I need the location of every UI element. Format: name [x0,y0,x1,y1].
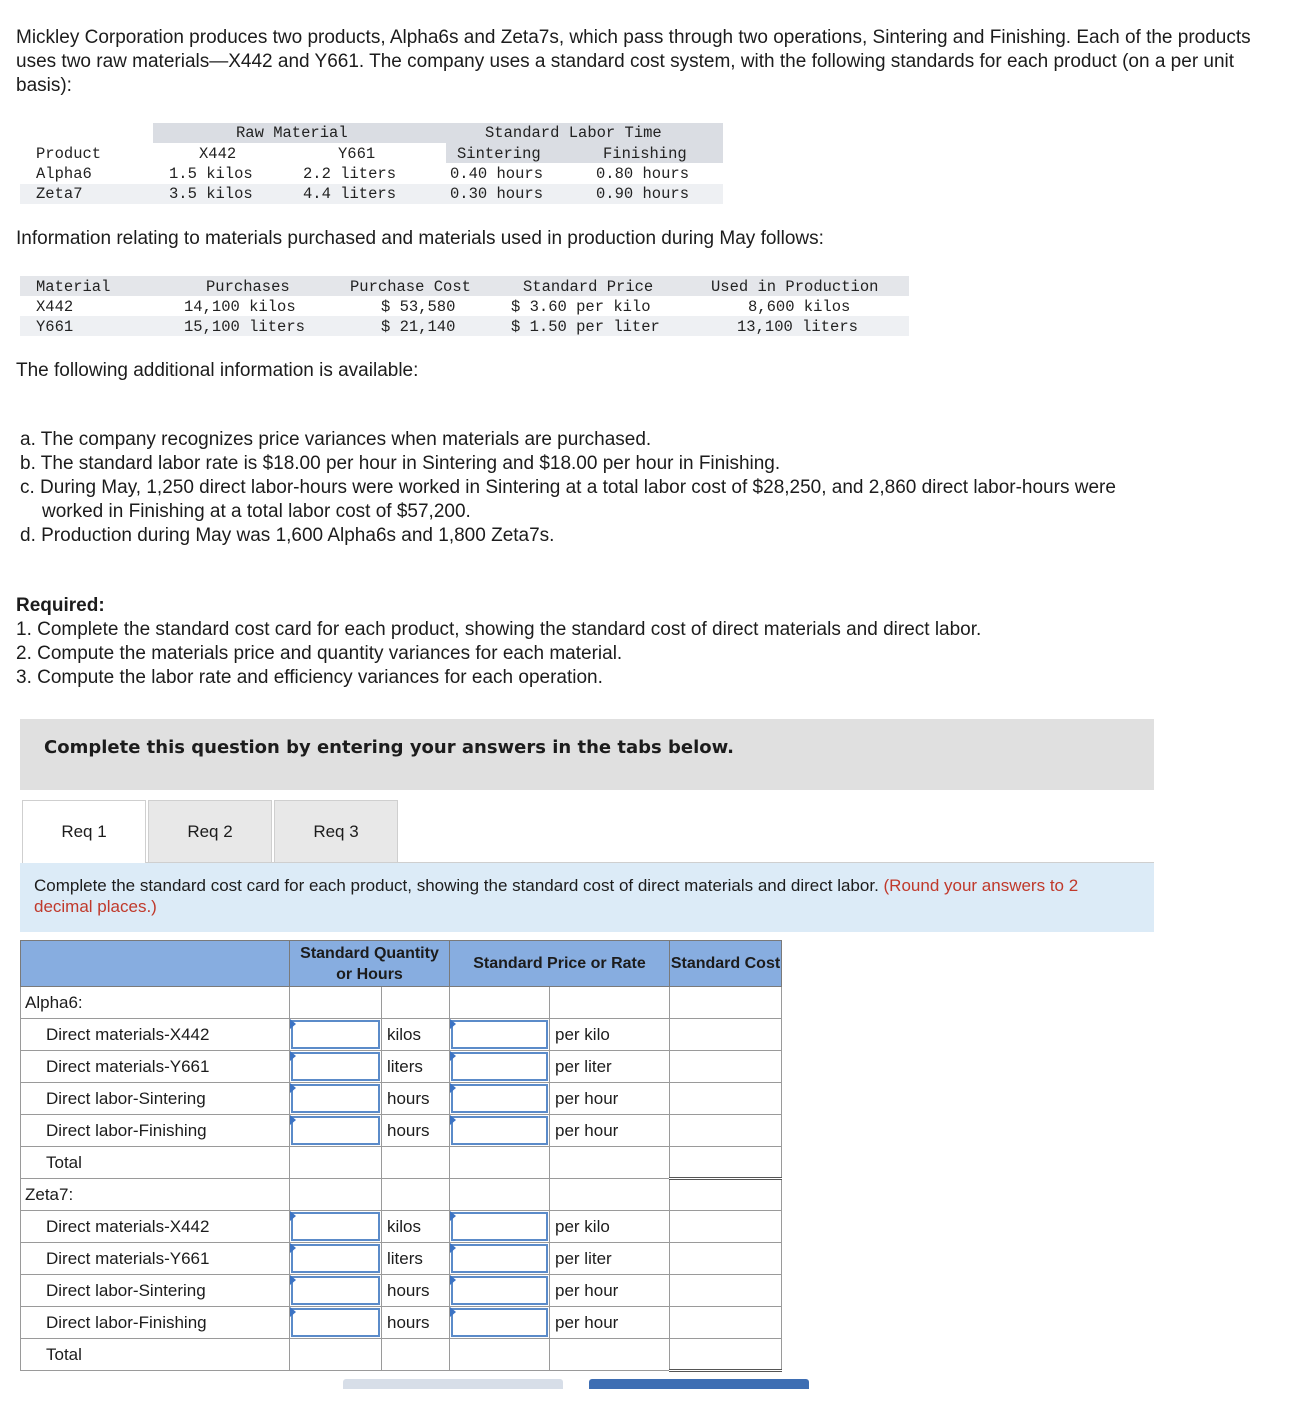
price-unit: per hour [550,1275,670,1307]
price-unit: per hour [550,1307,670,1339]
price-unit: per kilo [550,1019,670,1051]
col-y661: Y661 [338,145,376,163]
mat-x442-price: $ 3.60 per kilo [511,298,651,316]
zeta7-row-label: Direct labor-Finishing [21,1307,290,1339]
price-unit: per hour [550,1083,670,1115]
info-list [20,428,1290,548]
question-banner-text: Complete this question by entering your answers in the tabs below. [44,737,734,758]
zeta7-finishing-cost [670,1307,782,1339]
mat-x442-name: X442 [36,298,74,316]
zeta7-y661-cost [670,1243,782,1275]
zeta7-row-label: Direct materials-X442 [21,1211,290,1243]
col-product: Product [36,145,102,163]
required-item-2: 2. Compute the materials price and quantity variances for each material. [16,643,623,664]
tab-req-1[interactable]: Req 1 [22,800,146,864]
alpha6-row-label: Direct labor-Sintering [21,1083,290,1115]
zeta7-total-label: Total [21,1339,290,1371]
alpha6-y661-price-input[interactable] [450,1051,550,1083]
row-alpha6-y661: 2.2 liters [303,165,397,183]
mat-col-purchase-cost: Purchase Cost [350,278,471,296]
mat-col-material: Material [36,278,111,296]
zeta7-sintering-rate-input[interactable] [450,1275,550,1307]
qty-unit: liters [382,1243,450,1275]
mat-y661-price: $ 1.50 per liter [511,318,660,336]
info-item-c: c. During May, 1,250 direct labor-hours were worked in Sintering at a total labor cost of $28,250, and 2,860 direct labor-hours were [20,477,1116,498]
alpha6-x442-qty-input[interactable] [290,1019,382,1051]
zeta7-y661-price-input[interactable] [450,1243,550,1275]
question-banner [20,719,1154,790]
alpha6-sintering-rate-input[interactable] [450,1083,550,1115]
info-item-a: a. The company recognizes price variances when materials are purchased. [20,429,652,450]
required-section [16,594,981,690]
alpha6-finishing-hours-input[interactable] [290,1115,382,1147]
table-row [21,1211,782,1243]
table-row [21,1275,782,1307]
price-unit: per liter [550,1051,670,1083]
table-row [21,1243,782,1275]
price-unit: per kilo [550,1211,670,1243]
row-alpha6-finishing: 0.80 hours [596,165,690,183]
required-item-1: 1. Complete the standard cost card for each product, showing the standard cost of direct materials and direct labor. [16,619,982,640]
required-item-3: 3. Compute the labor rate and efficiency variances for each operation. [16,667,603,688]
instruction-text: Complete the standard cost card for each product, showing the standard cost of direct materials and direct labor. [34,876,884,895]
table-row [21,1083,782,1115]
table-row [21,1147,782,1179]
zeta7-x442-cost [670,1211,782,1243]
zeta7-row-label: Direct labor-Sintering [21,1275,290,1307]
qty-unit: hours [382,1083,450,1115]
zeta7-finishing-hours-input[interactable] [290,1307,382,1339]
mat-col-used: Used in Production [711,278,879,296]
prev-button[interactable] [343,1379,563,1389]
row-zeta7-finishing: 0.90 hours [596,185,690,203]
row-zeta7-product: Zeta7 [36,185,83,203]
qty-unit: hours [382,1307,450,1339]
alpha6-row-label: Direct materials-Y661 [21,1051,290,1083]
row-zeta7-sintering: 0.30 hours [450,185,544,203]
standard-cost-card [20,940,782,1372]
zeta7-finishing-rate-input[interactable] [450,1307,550,1339]
instruction-box [20,863,1154,932]
price-unit: per hour [550,1115,670,1147]
alpha6-sintering-hours-input[interactable] [290,1083,382,1115]
tab-req-2[interactable]: Req 2 [148,800,272,863]
instruction-note: (Round your answers to 2 decimal places.) [34,876,1079,916]
qty-unit: liters [382,1051,450,1083]
row-alpha6-sintering: 0.40 hours [450,165,544,183]
alpha6-group-label: Alpha6: [21,987,290,1019]
table-row [21,1019,782,1051]
zeta7-sintering-cost [670,1275,782,1307]
zeta7-x442-qty-input[interactable] [290,1211,382,1243]
mat-x442-purchases: 14,100 kilos [184,298,296,316]
mat-col-purchases: Purchases [206,278,290,296]
info-item-c-cont: worked in Finishing at a total labor cost of $57,200. [42,501,471,522]
alpha6-total-cost [670,1147,782,1179]
info-item-b: b. The standard labor rate is $18.00 per hour in Sintering and $18.00 per hour in Finishing. [20,453,781,474]
additional-info-line: The following additional information is available: [16,360,419,381]
qty-unit: kilos [382,1019,450,1051]
col-standard-quantity: Standard Quantity or Hours [290,941,450,987]
alpha6-x442-price-input[interactable] [450,1019,550,1051]
intro-paragraph: Mickley Corporation produces two products, Alpha6s and Zeta7s, which pass through two operations, Sintering and Finishing. Each of the products uses two raw materials—X442 and Y661. The company uses a standard cost system, with the following standards for each product (on a per unit basis): [16,27,1251,96]
mat-y661-name: Y661 [36,318,74,336]
mat-x442-cost: $ 53,580 [381,298,456,316]
zeta7-x442-price-input[interactable] [450,1211,550,1243]
alpha6-row-label: Direct materials-X442 [21,1019,290,1051]
tab-req-3[interactable]: Req 3 [274,800,398,863]
table-row [21,1115,782,1147]
zeta7-row-label: Direct materials-Y661 [21,1243,290,1275]
price-unit: per liter [550,1243,670,1275]
alpha6-finishing-cost [670,1115,782,1147]
zeta7-y661-qty-input[interactable] [290,1243,382,1275]
row-alpha6-x442: 1.5 kilos [169,165,253,183]
alpha6-y661-cost [670,1051,782,1083]
next-button[interactable] [589,1379,809,1389]
col-finishing: Finishing [603,145,687,163]
table-row [21,1339,782,1371]
row-alpha6-product: Alpha6 [36,165,92,183]
alpha6-y661-qty-input[interactable] [290,1051,382,1083]
col-x442: X442 [199,145,237,163]
labor-time-header: Standard Labor Time [485,124,662,142]
alpha6-x442-cost [670,1019,782,1051]
mat-col-standard-price: Standard Price [523,278,654,296]
alpha6-row-label: Direct labor-Finishing [21,1115,290,1147]
raw-material-header: Raw Material [236,124,348,142]
table-row [21,1051,782,1083]
qty-unit: hours [382,1275,450,1307]
mat-y661-cost: $ 21,140 [381,318,456,336]
qty-unit: kilos [382,1211,450,1243]
zeta7-sintering-hours-input[interactable] [290,1275,382,1307]
mat-y661-used: 13,100 liters [737,318,858,336]
mat-y661-purchases: 15,100 liters [184,318,305,336]
row-zeta7-x442: 3.5 kilos [169,185,253,203]
mat-x442-used: 8,600 kilos [748,298,851,316]
table-row [21,1307,782,1339]
cost-card-header-blank [21,941,290,987]
info-line: Information relating to materials purchased and materials used in production during May follows: [16,228,824,249]
alpha6-sintering-cost [670,1083,782,1115]
zeta7-group-label: Zeta7: [21,1179,290,1211]
col-sintering: Sintering [457,145,541,163]
alpha6-total-label: Total [21,1147,290,1179]
zeta7-total-cost [670,1339,782,1371]
col-standard-price: Standard Price or Rate [450,941,670,987]
col-standard-cost: Standard Cost [670,941,782,987]
row-zeta7-y661: 4.4 liters [303,185,397,203]
info-item-d: d. Production during May was 1,600 Alpha6s and 1,800 Zeta7s. [20,525,555,546]
qty-unit: hours [382,1115,450,1147]
alpha6-finishing-rate-input[interactable] [450,1115,550,1147]
required-heading: Required: [16,595,105,616]
